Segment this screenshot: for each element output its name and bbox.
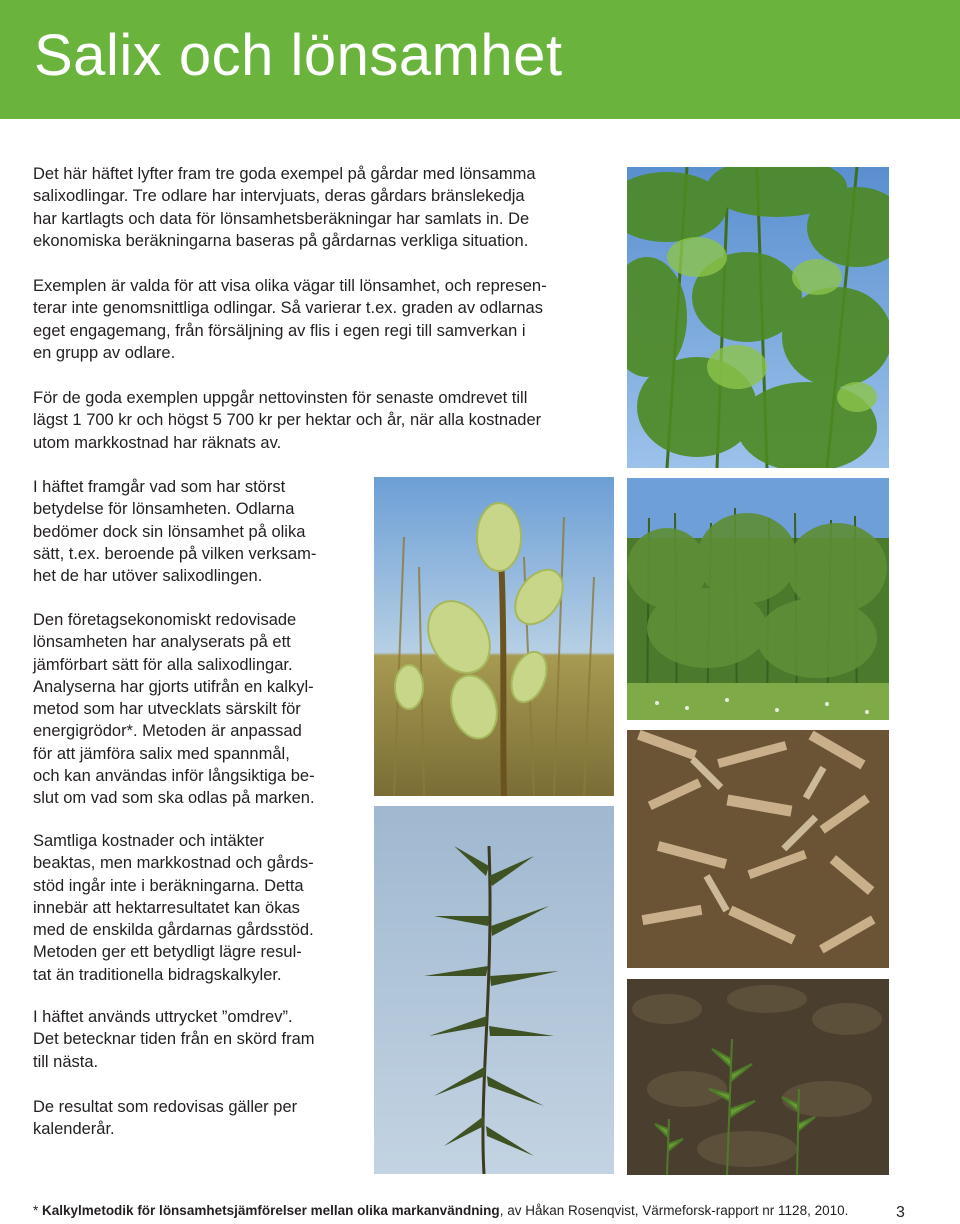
text-line: het de har utöver salixodlingen. <box>33 567 263 586</box>
text-line: beaktas, men markkostnad och gårds- <box>33 854 314 873</box>
paragraph-intro <box>33 163 536 252</box>
wood-chips-photo <box>627 730 889 968</box>
text-line: lägst 1 700 kr och högst 5 700 kr per hektar och år, när alla kostnader <box>33 411 542 430</box>
text-line: Analyserna har gjorts utifrån en kalkyl- <box>33 677 314 696</box>
text-line: utom markkostnad har räknats av. <box>33 433 282 452</box>
text-line: Exemplen är valda för att visa olika vägar till lönsamhet, och represen- <box>33 277 547 295</box>
text-line: bedömer dock sin lönsamhet på olika <box>33 522 306 541</box>
text-line: Samtliga kostnader och intäkter <box>33 832 265 850</box>
text-line: ekonomiska beräkningarna baseras på gårdarnas verkliga situation. <box>33 231 529 250</box>
text-line: har kartlagts och data för lönsamhetsberäkningar har samlats in. De <box>33 209 530 228</box>
paragraph-importance <box>33 476 316 587</box>
footnote <box>33 1203 848 1218</box>
text-line: med de enskilda gårdarnas gårdsstöd. <box>33 921 314 940</box>
text-line: slut om vad som ska odlas på marken. <box>33 789 315 808</box>
text-line: och kan användas inför långsiktiga be- <box>33 767 315 786</box>
text-line: eget engagemang, från försäljning av flis i egen regi till samverkan i <box>33 321 526 340</box>
page-number: 3 <box>896 1204 905 1221</box>
text-line: energigrödor*. Metoden är anpassad <box>33 722 302 741</box>
text-line: Den företagsekonomiskt redovisade <box>33 611 297 629</box>
text-line: betydelse för lönsamheten. Odlarna <box>33 500 295 519</box>
footnote-reference-source: , av Håkan Rosenqvist, Värmeforsk-rapport nr 1128, 2010. <box>499 1203 849 1218</box>
text-line: Det här häftet lyfter fram tre goda exempel på gårdar med lönsamma <box>33 165 536 183</box>
text-line: Metoden ger ett betydligt lägre resul- <box>33 943 302 962</box>
willow-branch-photo <box>374 806 614 1174</box>
paragraph-examples <box>33 275 547 364</box>
text-line: I häftet framgår vad som har störst <box>33 478 286 496</box>
text-line: kalenderår. <box>33 1120 115 1139</box>
willow-canopy-photo <box>627 167 889 468</box>
text-line: till nästa. <box>33 1052 99 1071</box>
text-line: stöd ingår inte i beräkningarna. Detta <box>33 876 304 895</box>
paragraph-calendar-year <box>33 1096 297 1141</box>
text-line: metod som har utvecklats särskilt för <box>33 700 301 719</box>
text-line: för att jämföra salix med spannmål, <box>33 744 290 763</box>
page-title: Salix och lönsamhet <box>34 23 563 88</box>
footnote-reference-title: Kalkylmetodik för lönsamhetsjämförelser mellan olika markanvändning <box>42 1203 500 1218</box>
text-line: I häftet används uttrycket ”omdrev”. <box>33 1008 293 1026</box>
willow-plantation-photo <box>627 478 889 720</box>
footnote-marker: * <box>33 1203 39 1218</box>
text-line: en grupp av odlare. <box>33 343 176 362</box>
text-line: sätt, t.ex. beroende på vilken verksam- <box>33 544 317 563</box>
text-line: För de goda exemplen uppgår nettovinsten för senaste omdrevet till <box>33 389 528 407</box>
paragraph-profit <box>33 387 541 454</box>
text-line: terar inte genomsnittliga odlingar. Så varierar t.ex. graden av odlarnas <box>33 299 543 318</box>
text-line: innebär att hektarresultatet kan ökas <box>33 898 300 917</box>
willow-catkins-photo <box>374 477 614 796</box>
paragraph-omdrev <box>33 1006 315 1073</box>
young-willow-shoots-photo <box>627 979 889 1175</box>
text-line: De resultat som redovisas gäller per <box>33 1098 298 1116</box>
paragraph-costs <box>33 830 314 986</box>
text-line: tat än traditionella bidragskalkyler. <box>33 965 282 984</box>
paragraph-method <box>33 609 315 810</box>
text-line: salixodlingar. Tre odlare har intervjuats, deras gårdars bränslekedja <box>33 187 525 206</box>
text-line: jämförbart sätt för alla salixodlingar. <box>33 655 293 674</box>
text-line: Det betecknar tiden från en skörd fram <box>33 1030 315 1049</box>
text-line: lönsamheten har analyserats på ett <box>33 633 291 652</box>
